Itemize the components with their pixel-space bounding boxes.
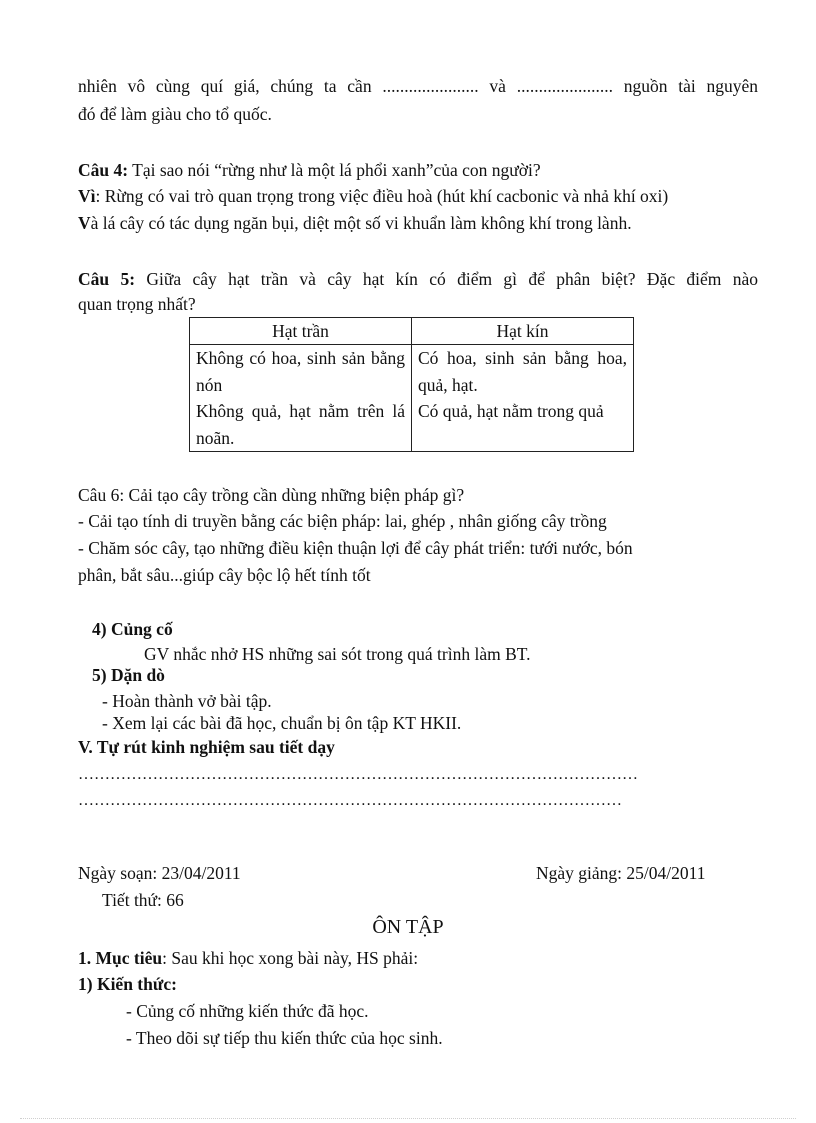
answer-4-label-2: V — [78, 213, 91, 233]
table-cell-hat-tran — [190, 345, 412, 452]
table-row — [190, 345, 634, 452]
ngay-giang: Ngày giảng: 25/04/2011 — [536, 863, 706, 883]
section-rut-kinh-nghiem-title: V. Tự rút kinh nghiệm sau tiết dạy — [78, 737, 335, 757]
table-cell-text: Không có hoa, sinh sản bằng nón — [196, 348, 405, 395]
question-5-label: Câu 5: — [78, 269, 136, 289]
section-dan-do-title: 5) Dặn dò — [92, 665, 165, 685]
section-rut-kinh-nghiem-heading — [78, 736, 335, 758]
question-5-line-1 — [78, 268, 758, 290]
dan-do-item-2: - Xem lại các bài đã học, chuẩn bị ôn tập KT HKII. — [102, 713, 462, 733]
answer-4-line-2 — [78, 212, 632, 234]
section-cung-co-text: GV nhắc nhở HS những sai sót trong quá trình làm BT. — [144, 644, 531, 664]
fill-blank-1: ...................... — [382, 76, 479, 96]
section-cung-co-title: 4) Củng cố — [92, 619, 173, 639]
kien-thuc-item-1: - Củng cố những kiến thức đã học. — [126, 1001, 369, 1021]
intro-text-mid: và — [489, 76, 506, 96]
table-cell-text: Không quả, hạt nằm trên lá noãn. — [196, 401, 405, 448]
kien-thuc-heading — [78, 973, 177, 995]
question-4-text: Tại sao nói “rừng như là một lá phổi xanh”của con người? — [132, 160, 541, 180]
table-header-hat-kin: Hạt kín — [412, 318, 634, 345]
table-cell-text: Có hoa, sinh sản bằng hoa, quả, hạt. — [418, 348, 627, 395]
table-header-row — [190, 318, 634, 345]
question-4 — [78, 159, 541, 181]
intro-text-start: nhiên vô cùng quí giá, chúng ta cần — [78, 76, 372, 96]
section-dan-do-heading — [92, 664, 165, 686]
answer-6-line-1: - Cải tạo tính di truyền bằng các biện pháp: lai, ghép , nhân giống cây trồng — [78, 511, 607, 531]
intro-line-1 — [78, 75, 758, 97]
comparison-table — [189, 317, 634, 452]
answer-4-text-1: : Rừng có vai trò quan trọng trong việc điều hoà (hút khí cacbonic và nhả khí oxi) — [95, 186, 669, 206]
answer-4-text-2: à lá cây có tác dụng ngăn bụi, diệt một số vi khuẩn làm không khí trong lành. — [90, 213, 632, 233]
ngay-soan: Ngày soạn: 23/04/2011 — [78, 863, 241, 883]
question-6: Câu 6: Cải tạo cây trồng cần dùng những biện pháp gì? — [78, 485, 465, 505]
answer-6-line-2: - Chăm sóc cây, tạo những điều kiện thuận lợi để cây phát triển: tưới nước, bón — [78, 538, 633, 558]
rut-kinh-nghiem-dots-2: ………………………………………………………………………………………… — [78, 792, 622, 809]
fill-blank-2: ...................... — [516, 76, 613, 96]
muc-tieu-label: 1. Mục tiêu — [78, 948, 163, 968]
tiet-thu: Tiết thứ: 66 — [102, 890, 184, 910]
table-header-hat-tran: Hạt trần — [190, 318, 412, 345]
answer-6-line-3: phân, bắt sâu...giúp cây bộc lộ hết tính tốt — [78, 565, 371, 585]
intro-text-end: nguồn tài nguyên — [623, 76, 759, 96]
intro-line-2: đó để làm giàu cho tổ quốc. — [78, 104, 272, 124]
rut-kinh-nghiem-dots-1: …………………………………………………………………………………………… — [78, 766, 638, 783]
dan-do-item-1: - Hoàn thành vở bài tập. — [102, 691, 272, 711]
answer-4-label: Vì — [78, 186, 96, 206]
page-bottom-divider — [20, 1118, 796, 1119]
table-cell-hat-kin — [412, 345, 634, 452]
muc-tieu-text: : Sau khi học xong bài này, HS phải: — [162, 948, 419, 968]
kien-thuc-title: 1) Kiến thức: — [78, 974, 177, 994]
question-5-text: Giữa cây hạt trần và cây hạt kín có điểm gì để phân biệt? Đặc điểm nào — [146, 269, 759, 289]
answer-4-line-1 — [78, 185, 668, 207]
kien-thuc-item-2: - Theo dõi sự tiếp thu kiến thức của học sinh. — [126, 1028, 443, 1048]
question-4-label: Câu 4: — [78, 160, 129, 180]
table-cell-text: Có quả, hạt nằm trong quả — [418, 401, 604, 421]
section-cung-co-heading — [92, 618, 173, 640]
lesson-title: ÔN TẬP — [372, 916, 444, 938]
muc-tieu — [78, 947, 418, 969]
question-5-line-2: quan trọng nhất? — [78, 294, 196, 314]
